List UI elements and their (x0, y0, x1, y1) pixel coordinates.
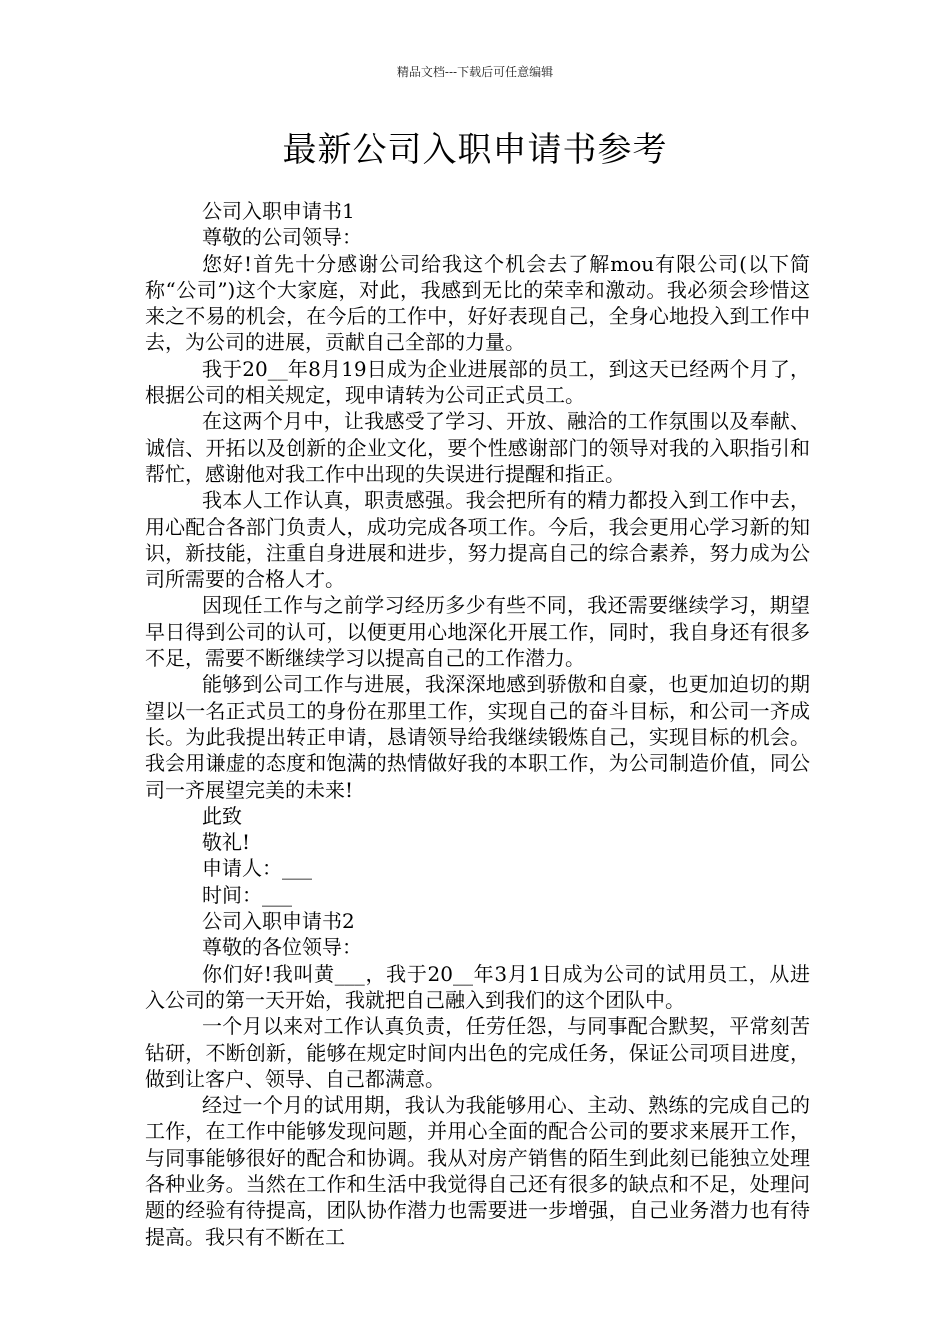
closing-regards: 敬礼! (202, 830, 251, 855)
body-paragraph: 在这两个月中，让我感受了学习、开放、融洽的工作氛围以及奉献、诚信、开拓以及创新的企业文化，要个性感谢部门的领导对我的入职指引和帮忙，感谢他对我工作中出现的失误进行提醒和指正。 (145, 409, 810, 486)
document-title: 最新公司入职申请书参考 (282, 130, 668, 170)
date-line: 时间：___ (202, 882, 292, 907)
closing-line: 此致 (202, 803, 242, 828)
body-paragraph: 我本人工作认真，职责感强。我会把所有的精力都投入到工作中去，用心配合各部门负责人，成功完成各项工作。今后，我会更用心学习新的知识，新技能，注重自身进展和进步，努力提高自己的综合素养，努力成为公司所需要的合格人才。 (145, 488, 810, 592)
page-header: 精品文档---下载后可任意编辑 (396, 65, 554, 79)
body-paragraph: 能够到公司工作与进展，我深深地感到骄傲和自豪，也更加迫切的期望以一名正式员工的身份在那里工作，实现自己的奋斗目标，和公司一齐成长。为此我提出转正申请，恳请领导给我继续锻炼自己，实现目标的机会。我会用谦虚的态度和饱满的热情做好我的本职工作，为公司制造价值，同公司一齐展望完美的未来! (145, 672, 810, 802)
section-heading-2: 公司入职申请书2 (202, 909, 355, 934)
body-paragraph: 经过一个月的试用期，我认为我能够用心、主动、熟练的完成自己的工作，在工作中能够发现问题，并用心全面的配合公司的要求来展开工作，与同事能够很好的配合和协调。我从对房产销售的陌生到此刻已能独立处理各种业务。当然在工作和生活中我觉得自己还有很多的缺点和不足，处理问题的经验有待提高，团队协作潜力也需要进一步增强，自己业务潜力也有待提高。我只有不断在工 (145, 1093, 810, 1249)
applicant-line: 申请人：___ (202, 856, 312, 881)
salutation-1: 尊敬的公司领导： (202, 225, 362, 250)
body-paragraph: 你们好!我叫黄___，我于20__年3月1日成为公司的试用员工，从进入公司的第一天开始，我就把自己融入到我们的这个团队中。 (145, 961, 810, 1012)
body-paragraph: 您好!首先十分感谢公司给我这个机会去了解mou有限公司(以下简称“公司”)这个大家庭，对此，我感到无比的荣幸和激动。我必须会珍惜这来之不易的机会，在今后的工作中，好好表现自己，全身心地投入到工作中去，为公司的进展，贡献自己全部的力量。 (145, 251, 810, 355)
body-paragraph: 因现任工作与之前学习经历多少有些不同，我还需要继续学习，期望早日得到公司的认可，以便更用心地深化开展工作，同时，我自身还有很多不足，需要不断继续学习以提高自己的工作潜力。 (145, 593, 810, 671)
salutation-2: 尊敬的各位领导： (202, 935, 362, 960)
document-body (145, 198, 810, 1250)
body-paragraph: 一个月以来对工作认真负责，任劳任怨，与同事配合默契，平常刻苦钻研，不断创新，能够在规定时间内出色的完成任务，保证公司项目进度，做到让客户、领导、自己都满意。 (145, 1014, 810, 1091)
section-heading-1: 公司入职申请书1 (202, 199, 355, 223)
body-paragraph: 我于20__年8月19日成为企业进展部的员工，到这天已经两个月了，根据公司的相关规定，现申请转为公司正式员工。 (145, 356, 810, 408)
